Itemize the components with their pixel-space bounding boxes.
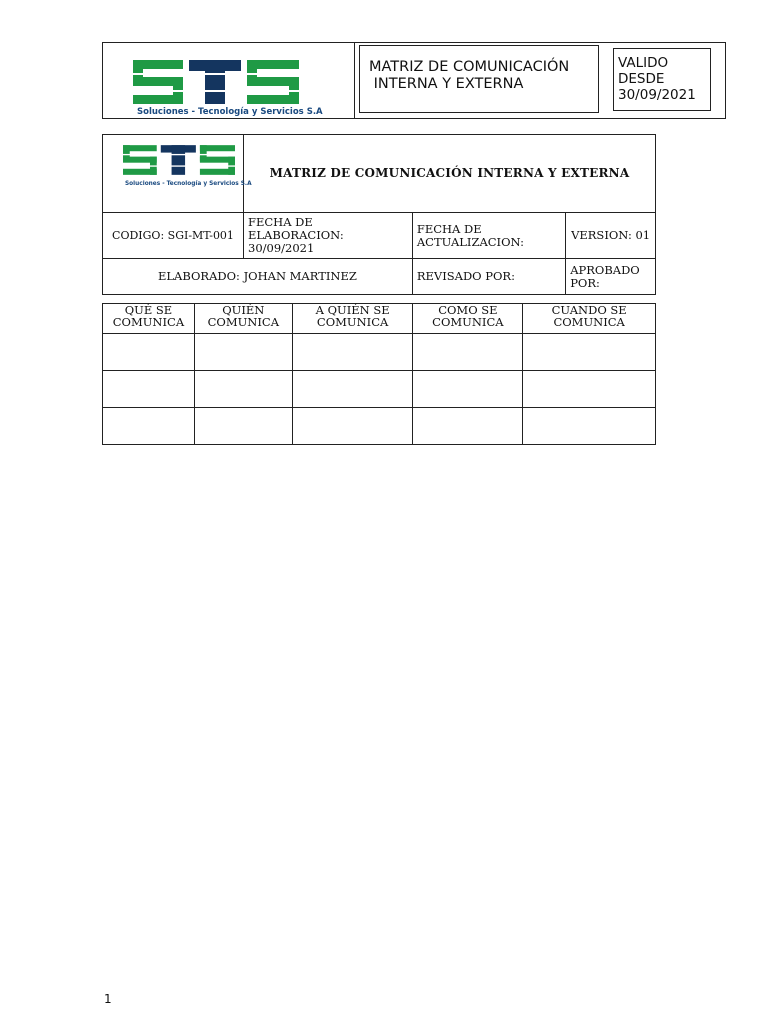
table-cell [413, 408, 523, 445]
fecha-actualizacion-cell [412, 213, 565, 259]
since-label: DESDE [618, 71, 665, 87]
matrix-title: MATRIZ DE COMUNICACIÓN INTERNA Y EXTERNA [244, 135, 656, 213]
fecha-actualizacion-value: ACTUALIZACION: [416, 234, 525, 249]
table-cell [413, 334, 523, 371]
table-cell [292, 334, 413, 371]
table-cell [103, 371, 195, 408]
fecha-actualizacion-label: FECHA DE [416, 221, 482, 236]
aprobado-cell [566, 259, 656, 295]
table-row [103, 334, 656, 371]
table-cell [292, 371, 413, 408]
company-logo-small [103, 135, 252, 212]
aprobado-label-1: APROBADO [570, 262, 640, 277]
logo-tagline: Soluciones - Tecnología y Servicios S.A [125, 181, 252, 187]
fecha-elaboracion-value: ELABORACION: 30/09/2021 [248, 228, 344, 255]
sts-logo-icon [123, 145, 235, 175]
company-logo [103, 43, 355, 118]
header-title: MATRIZ DE COMUNICACIÓN INTERNA Y EXTERNA [359, 45, 599, 113]
table-cell [413, 371, 523, 408]
column-header: QUIÉN COMUNICA [194, 304, 292, 334]
fecha-elaboracion-cell [244, 213, 413, 259]
valid-date: 30/09/2021 [618, 87, 696, 103]
column-header: COMO SE COMUNICA [413, 304, 523, 334]
column-header: QUÉ SE COMUNICA [103, 304, 195, 334]
codigo-cell: CODIGO: SGI-MT-001 [103, 213, 244, 259]
table-cell [292, 408, 413, 445]
aprobado-label-2: POR: [570, 275, 600, 290]
table-row [103, 371, 656, 408]
document-header [102, 42, 726, 119]
valid-since-box [613, 48, 711, 111]
table-row [103, 408, 656, 445]
table-cell [523, 408, 656, 445]
version-cell: VERSION: 01 [566, 213, 656, 259]
elaborado-cell: ELABORADO: JOHAN MARTINEZ [103, 259, 413, 295]
table-cell [523, 334, 656, 371]
document-info-table [102, 134, 656, 295]
page-number: 1 [104, 992, 112, 1006]
column-header: A QUIÉN SE COMUNICA [292, 304, 413, 334]
table-cell [194, 371, 292, 408]
fecha-elaboracion-label: FECHA DE [248, 215, 313, 229]
table-cell [103, 334, 195, 371]
info-logo-cell [103, 135, 252, 213]
revisado-cell: REVISADO POR: [412, 259, 565, 295]
sts-logo-icon [133, 60, 299, 104]
table-cell [103, 408, 195, 445]
table-cell [523, 371, 656, 408]
logo-tagline: Soluciones - Tecnología y Servicios S.A [137, 107, 323, 117]
table-cell [194, 408, 292, 445]
column-header: CUANDO SE COMUNICA [523, 304, 656, 334]
table-cell [194, 334, 292, 371]
communication-matrix-table [102, 303, 656, 445]
valid-label: VALIDO [618, 55, 669, 71]
